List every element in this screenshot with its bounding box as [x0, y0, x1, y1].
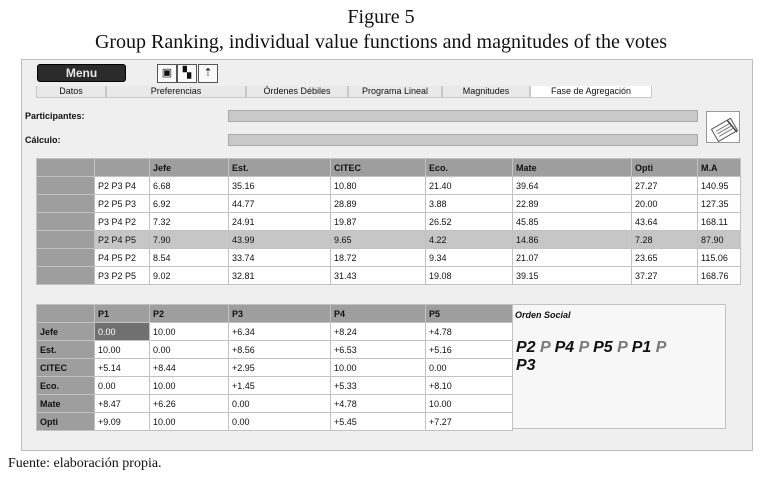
value-header-p1: P1: [95, 305, 150, 323]
social-item-p1: P1: [631, 339, 652, 356]
value-cell[interactable]: 0.00: [95, 377, 150, 395]
ranking-header-blank: [37, 159, 95, 177]
value-cell[interactable]: +8.24: [331, 323, 426, 341]
table-row[interactable]: [37, 323, 513, 341]
ranking-header-mate: Mate: [513, 159, 632, 177]
value-cell: 87.90: [698, 231, 741, 249]
table-row[interactable]: [37, 359, 513, 377]
value-cell: 127.35: [698, 195, 741, 213]
row-label: CITEC: [37, 359, 95, 377]
value-cell: 26.52: [426, 213, 513, 231]
value-cell: 24.91: [229, 213, 331, 231]
value-cell[interactable]: +4.78: [331, 395, 426, 413]
value-cell[interactable]: +6.34: [229, 323, 331, 341]
value-cell: 6.92: [150, 195, 229, 213]
row-header[interactable]: [37, 249, 95, 267]
value-cell[interactable]: +8.56: [229, 341, 331, 359]
value-cell: 7.28: [632, 231, 698, 249]
value-cell[interactable]: +9.09: [95, 413, 150, 431]
value-header-p2: P2: [150, 305, 229, 323]
value-cell[interactable]: +4.78: [426, 323, 513, 341]
value-cell[interactable]: +5.45: [331, 413, 426, 431]
value-cell: 21.07: [513, 249, 632, 267]
value-cell: 43.99: [229, 231, 331, 249]
calculo-label: Cálculo:: [25, 135, 61, 145]
value-cell: 7.32: [150, 213, 229, 231]
value-header-p5: P5: [426, 305, 513, 323]
value-cell: 37.27: [632, 267, 698, 285]
value-cell: 31.43: [331, 267, 426, 285]
value-cell: 18.72: [331, 249, 426, 267]
row-header[interactable]: [37, 195, 95, 213]
value-cell[interactable]: +1.45: [229, 377, 331, 395]
value-cell: 10.80: [331, 177, 426, 195]
ranking-table: [36, 158, 741, 285]
value-cell: 168.11: [698, 213, 741, 231]
value-cell: 9.02: [150, 267, 229, 285]
row-header[interactable]: [37, 231, 95, 249]
value-cell[interactable]: +6.26: [150, 395, 229, 413]
ranking-header-opti: Opti: [632, 159, 698, 177]
value-cell: 45.85: [513, 213, 632, 231]
order-cell: P2 P5 P3: [95, 195, 150, 213]
value-cell: 44.77: [229, 195, 331, 213]
value-cell: 19.08: [426, 267, 513, 285]
value-cell: 28.89: [331, 195, 426, 213]
table-row[interactable]: [37, 177, 741, 195]
value-cell[interactable]: 10.00: [331, 359, 426, 377]
social-order-title: Orden Social: [515, 310, 571, 320]
order-cell: P4 P5 P2: [95, 249, 150, 267]
value-cell: 35.16: [229, 177, 331, 195]
value-cell[interactable]: +5.16: [426, 341, 513, 359]
value-cell[interactable]: 0.00: [229, 413, 331, 431]
ranking-header-order: [95, 159, 150, 177]
value-cell[interactable]: +8.44: [150, 359, 229, 377]
table-row[interactable]: [37, 395, 513, 413]
value-cell[interactable]: 0.00: [229, 395, 331, 413]
row-label: Mate: [37, 395, 95, 413]
ranking-header-row: [37, 159, 741, 177]
app-window: [21, 59, 753, 451]
row-header[interactable]: [37, 213, 95, 231]
participantes-label: Participantes:: [25, 111, 85, 121]
value-cell: 14.86: [513, 231, 632, 249]
value-cell: 43.64: [632, 213, 698, 231]
value-cell[interactable]: +8.10: [426, 377, 513, 395]
value-cell: 33.74: [229, 249, 331, 267]
table-row-selected[interactable]: [37, 231, 741, 249]
social-item-p2: P2: [516, 339, 536, 356]
value-cell[interactable]: 10.00: [150, 413, 229, 431]
ranking-header-citec: CITEC: [331, 159, 426, 177]
value-cell[interactable]: +2.95: [229, 359, 331, 377]
social-item-p5: P5: [593, 339, 613, 356]
ranking-header-est: Est.: [229, 159, 331, 177]
value-header-row: [37, 305, 513, 323]
table-row[interactable]: [37, 341, 513, 359]
menu-button[interactable]: Menu: [37, 64, 126, 82]
value-cell: 39.15: [513, 267, 632, 285]
value-cell: 20.00: [632, 195, 698, 213]
social-item-p3: P3: [516, 357, 536, 374]
ranking-header-jefe: Jefe: [150, 159, 229, 177]
value-cell[interactable]: 0.00: [150, 341, 229, 359]
row-label: Opti: [37, 413, 95, 431]
value-cell: 9.65: [331, 231, 426, 249]
social-item-p4: P4: [554, 339, 575, 356]
calculate-icon[interactable]: [706, 111, 740, 143]
tab-preferencias[interactable]: Preferencias: [106, 86, 246, 98]
table-row[interactable]: [37, 195, 741, 213]
value-cell: 22.89: [513, 195, 632, 213]
value-cell: 39.64: [513, 177, 632, 195]
table-row[interactable]: [37, 249, 741, 267]
social-relation: P: [655, 339, 667, 356]
value-cell[interactable]: 10.00: [150, 323, 229, 341]
value-cell[interactable]: +7.27: [426, 413, 513, 431]
tab-fase-agregacion[interactable]: Fase de Agregación: [530, 86, 652, 98]
social-relation: P: [617, 339, 628, 356]
value-cell: 8.54: [150, 249, 229, 267]
row-header[interactable]: [37, 177, 95, 195]
social-order-panel: [512, 304, 726, 429]
value-cell: 3.88: [426, 195, 513, 213]
value-cell: 115.06: [698, 249, 741, 267]
value-cell: 6.68: [150, 177, 229, 195]
order-cell: P2 P3 P4: [95, 177, 150, 195]
value-cell[interactable]: 10.00: [95, 341, 150, 359]
table-row[interactable]: [37, 267, 741, 285]
value-cell-selected[interactable]: 0.00: [95, 323, 150, 341]
ranking-header-eco: Eco.: [426, 159, 513, 177]
value-cell: 21.40: [426, 177, 513, 195]
tools-icon[interactable]: ▚: [177, 64, 197, 83]
value-cell: 140.95: [698, 177, 741, 195]
order-cell: P3 P2 P5: [95, 267, 150, 285]
figure-number: Figure 5: [347, 6, 415, 28]
value-header-p4: P4: [331, 305, 426, 323]
social-relation: P: [578, 339, 589, 356]
figure-source: Fuente: elaboración propia.: [8, 456, 162, 471]
value-cell: 9.34: [426, 249, 513, 267]
value-cell: 27.27: [632, 177, 698, 195]
order-cell: P3 P4 P2: [95, 213, 150, 231]
save-icon[interactable]: ▣: [157, 64, 177, 83]
tab-ordenes-debiles[interactable]: Órdenes Débiles: [246, 86, 348, 98]
table-row[interactable]: [37, 377, 513, 395]
row-header[interactable]: [37, 267, 95, 285]
row-label: Jefe: [37, 323, 95, 341]
row-label: Est.: [37, 341, 95, 359]
value-cell: 19.87: [331, 213, 426, 231]
tab-programa-lineal[interactable]: Programa Lineal: [348, 86, 442, 98]
value-cell[interactable]: 10.00: [426, 395, 513, 413]
value-cell[interactable]: +5.14: [95, 359, 150, 377]
value-cell[interactable]: 0.00: [426, 359, 513, 377]
table-row[interactable]: [37, 213, 741, 231]
value-header-p3: P3: [229, 305, 331, 323]
value-cell: 32.81: [229, 267, 331, 285]
social-order-result: [516, 339, 716, 375]
value-cell[interactable]: 10.00: [150, 377, 229, 395]
order-cell: P2 P4 P5: [95, 231, 150, 249]
tab-datos[interactable]: Datos: [36, 86, 106, 98]
value-cell: 23.65: [632, 249, 698, 267]
value-cell[interactable]: +6.53: [331, 341, 426, 359]
figure-caption: Group Ranking, individual value functions and magnitudes of the votes: [94, 31, 668, 53]
table-row[interactable]: [37, 413, 513, 431]
value-cell: 7.90: [150, 231, 229, 249]
row-label: Eco.: [37, 377, 95, 395]
tab-magnitudes[interactable]: Magnitudes: [442, 86, 530, 98]
calculo-field[interactable]: [228, 134, 698, 146]
value-function-table: [36, 304, 513, 431]
ranking-header-ma: M.A: [698, 159, 741, 177]
value-cell: 168.76: [698, 267, 741, 285]
social-relation: P: [540, 339, 551, 356]
import-icon[interactable]: ⇡: [198, 64, 218, 83]
value-cell[interactable]: +8.47: [95, 395, 150, 413]
value-header-blank: [37, 305, 95, 323]
value-cell[interactable]: +5.33: [331, 377, 426, 395]
participantes-field[interactable]: [228, 110, 698, 122]
value-cell: 4.22: [426, 231, 513, 249]
